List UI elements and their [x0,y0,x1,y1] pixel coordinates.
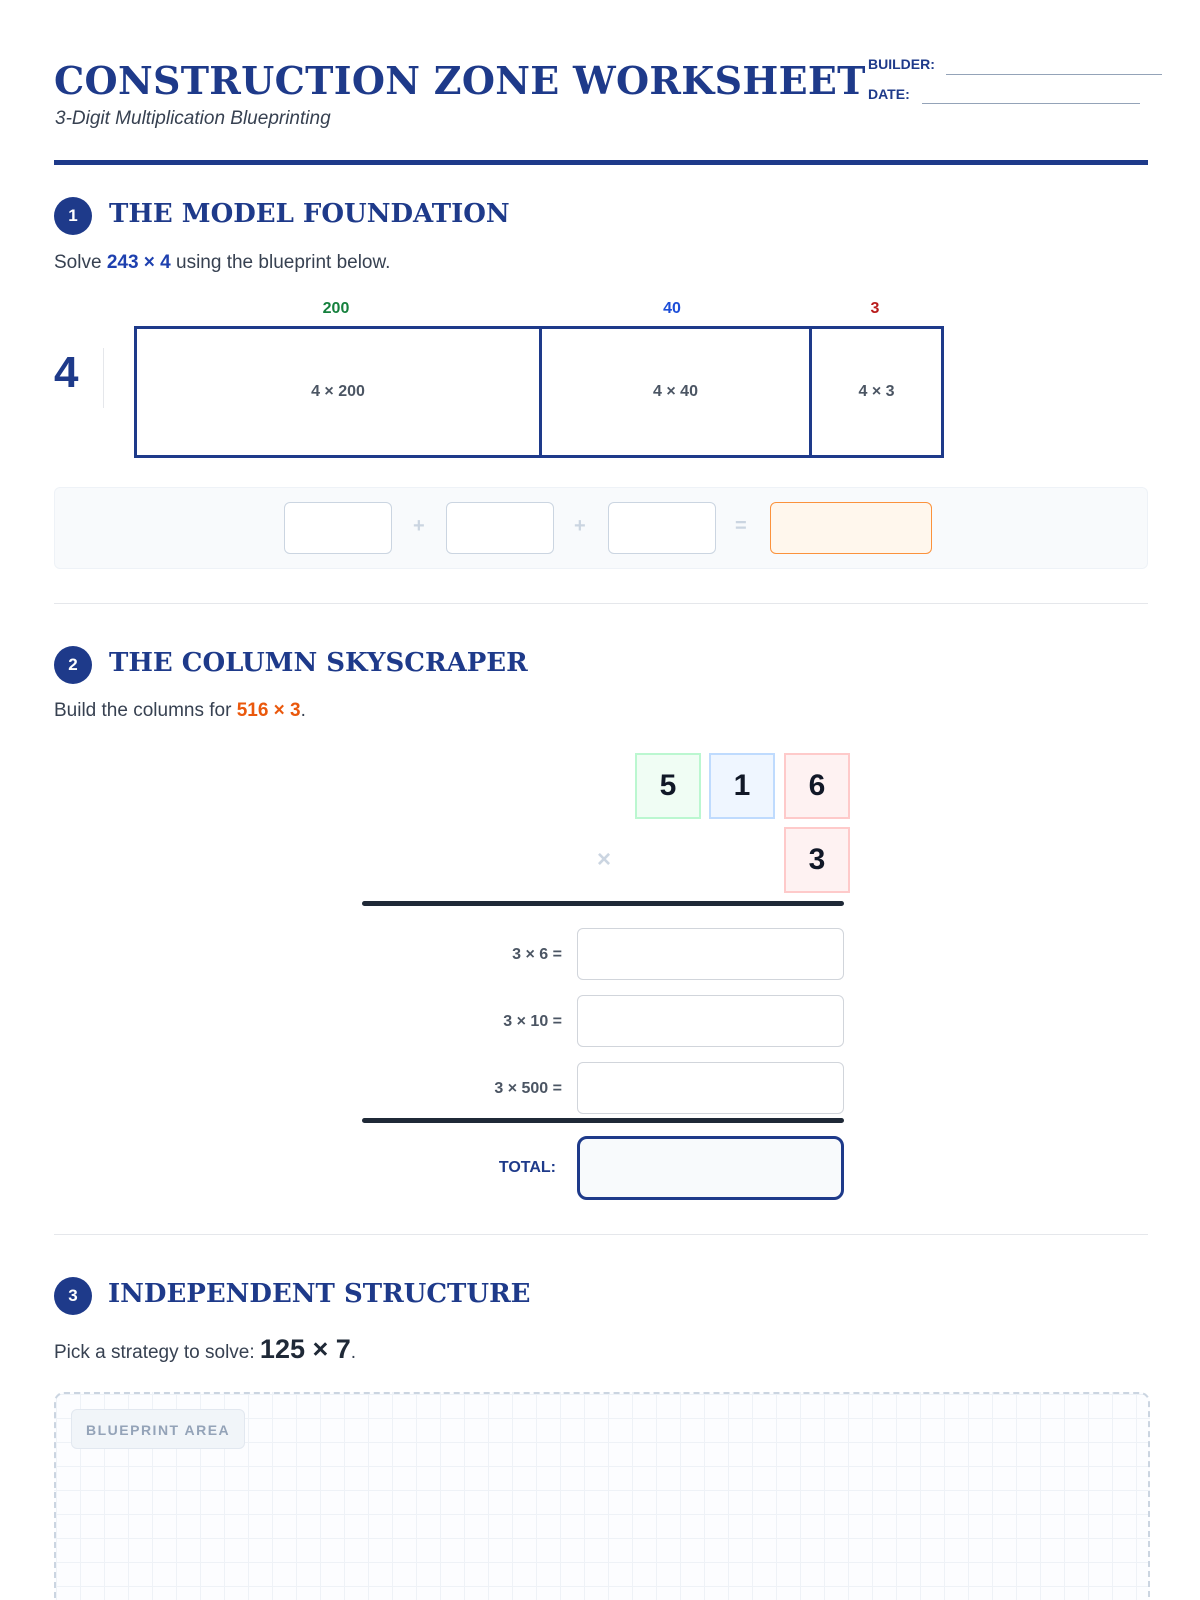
partial-label-tens: 3 × 10 = [503,1013,562,1030]
section-2-badge: 2 [54,646,92,684]
place-value-hundreds: 200 [322,300,350,317]
digit-tens: 1 [709,753,775,819]
section-divider [54,603,1148,604]
partial-product-box-tens[interactable] [577,995,844,1047]
area-multiplier: 4 [54,348,79,397]
area-cell-tens[interactable]: 4 × 40 [539,329,809,455]
total-label: TOTAL: [498,1159,556,1176]
section-1-description: Solve 243 × 4 using the blueprint below. [54,252,391,273]
sum-panel [54,487,1148,569]
section-2-description: Build the columns for 516 × 3. [54,700,306,721]
place-value-tens: 40 [663,300,681,317]
worksheet-subtitle: 3-Digit Multiplication Blueprinting [55,108,331,129]
equals-sign: = [735,515,747,537]
area-cell-ones[interactable]: 4 × 3 [809,329,941,455]
builder-field[interactable] [946,74,1162,75]
area-cell-hundreds[interactable]: 4 × 200 [311,383,365,400]
total-answer-box[interactable] [577,1136,844,1200]
digit-ones: 6 [784,753,850,819]
date-label: DATE: [868,86,910,102]
section-2-title: THE COLUMN SKYSCRAPER [109,648,528,678]
blueprint-area-tag: BLUEPRINT AREA [71,1409,245,1449]
section-2-problem: 516 × 3 [236,700,301,721]
plus-sign: + [574,515,586,537]
partial-product-box-ones[interactable] [577,928,844,980]
builder-label: BUILDER: [868,56,935,72]
section-3-description: Pick a strategy to solve: 125 × 7. [54,1334,357,1364]
section-1-badge: 1 [54,197,92,235]
section-1-problem: 243 × 4 [106,252,171,273]
multiplication-line [362,901,844,906]
partial-answer-box-3[interactable] [608,502,716,554]
section-3-badge: 3 [54,1277,92,1315]
section-3-problem: 125 × 7 [259,1334,351,1364]
final-answer-box[interactable] [770,502,932,554]
section-3-title: INDEPENDENT STRUCTURE [108,1279,531,1309]
sum-line [362,1118,844,1123]
section-1-title: THE MODEL FOUNDATION [109,199,510,229]
section-divider [54,1234,1148,1235]
partial-label-ones: 3 × 6 = [512,946,562,963]
area-model [134,326,944,458]
worksheet-title: CONSTRUCTION ZONE WORKSHEET [54,58,866,103]
date-field[interactable] [922,103,1140,104]
multiplier-digit: 3 [784,827,850,893]
partial-label-hundreds: 3 × 500 = [494,1080,562,1097]
header-divider [54,160,1148,165]
plus-sign: + [413,515,425,537]
multiplier-divider [103,348,104,408]
times-sign: × [597,846,612,873]
partial-product-box-hundreds[interactable] [577,1062,844,1114]
place-value-ones: 3 [870,300,880,317]
partial-answer-box-1[interactable] [284,502,392,554]
digit-hundreds: 5 [635,753,701,819]
partial-answer-box-2[interactable] [446,502,554,554]
